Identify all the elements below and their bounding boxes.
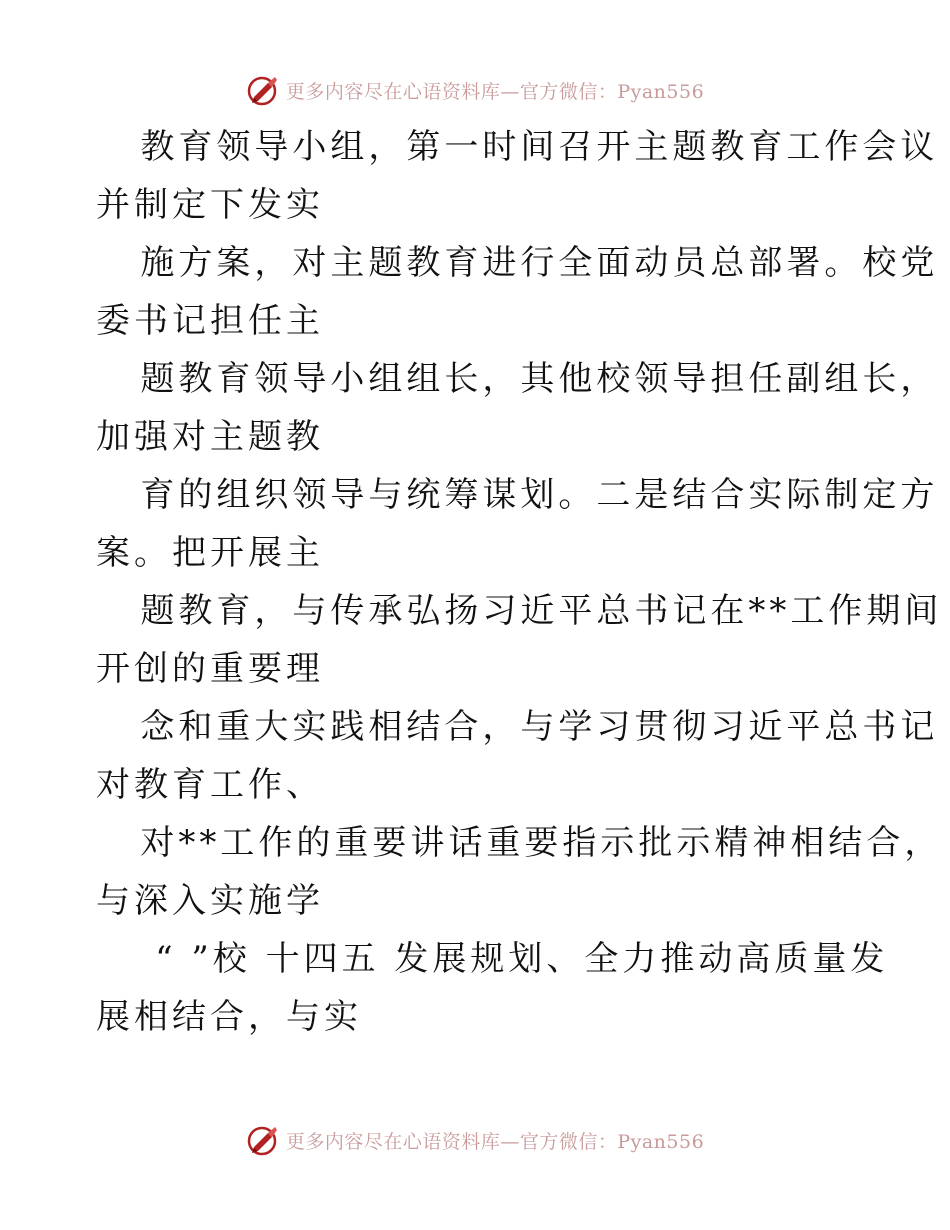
body-line: 对**工作的重要讲话重要指示批示精神相结合， (96, 823, 943, 863)
body-line: 开创的重要理 (96, 649, 324, 689)
watermark-text: 更多内容尽在心语资料库—官方微信：Pyan556 (285, 1130, 705, 1153)
body-line: 对教育工作、 (96, 765, 324, 805)
body-line: 展相结合，与实 (96, 997, 362, 1037)
body-line: 委书记担任主 (96, 301, 324, 341)
body-line: 题教育，与传承弘扬习近平总书记在**工作期间 (96, 591, 943, 631)
pen-logo-icon (246, 1123, 280, 1157)
body-line: 施方案，对主题教育进行全面动员总部署。校党 (96, 243, 939, 283)
header-watermark (0, 70, 950, 110)
footer-watermark (0, 1120, 950, 1160)
body-line: 并制定下发实 (96, 185, 324, 225)
body-line: 加强对主题教 (96, 417, 324, 457)
watermark-text: 更多内容尽在心语资料库—官方微信：Pyan556 (285, 80, 705, 103)
pen-logo-icon (246, 73, 280, 107)
body-line: “ ”校 十四五 发展规划、全力推动高质量发 (96, 939, 889, 979)
body-line: 教育领导小组，第一时间召开主题教育工作会议 (96, 127, 939, 167)
body-line: 案。把开展主 (96, 533, 324, 573)
document-body (96, 118, 943, 1046)
body-line: 题教育领导小组组长，其他校领导担任副组长， (96, 359, 939, 399)
body-line: 育的组织领导与统筹谋划。二是结合实际制定方 (96, 475, 939, 515)
body-line: 与深入实施学 (96, 881, 324, 921)
body-line: 念和重大实践相结合，与学习贯彻习近平总书记 (96, 707, 939, 747)
